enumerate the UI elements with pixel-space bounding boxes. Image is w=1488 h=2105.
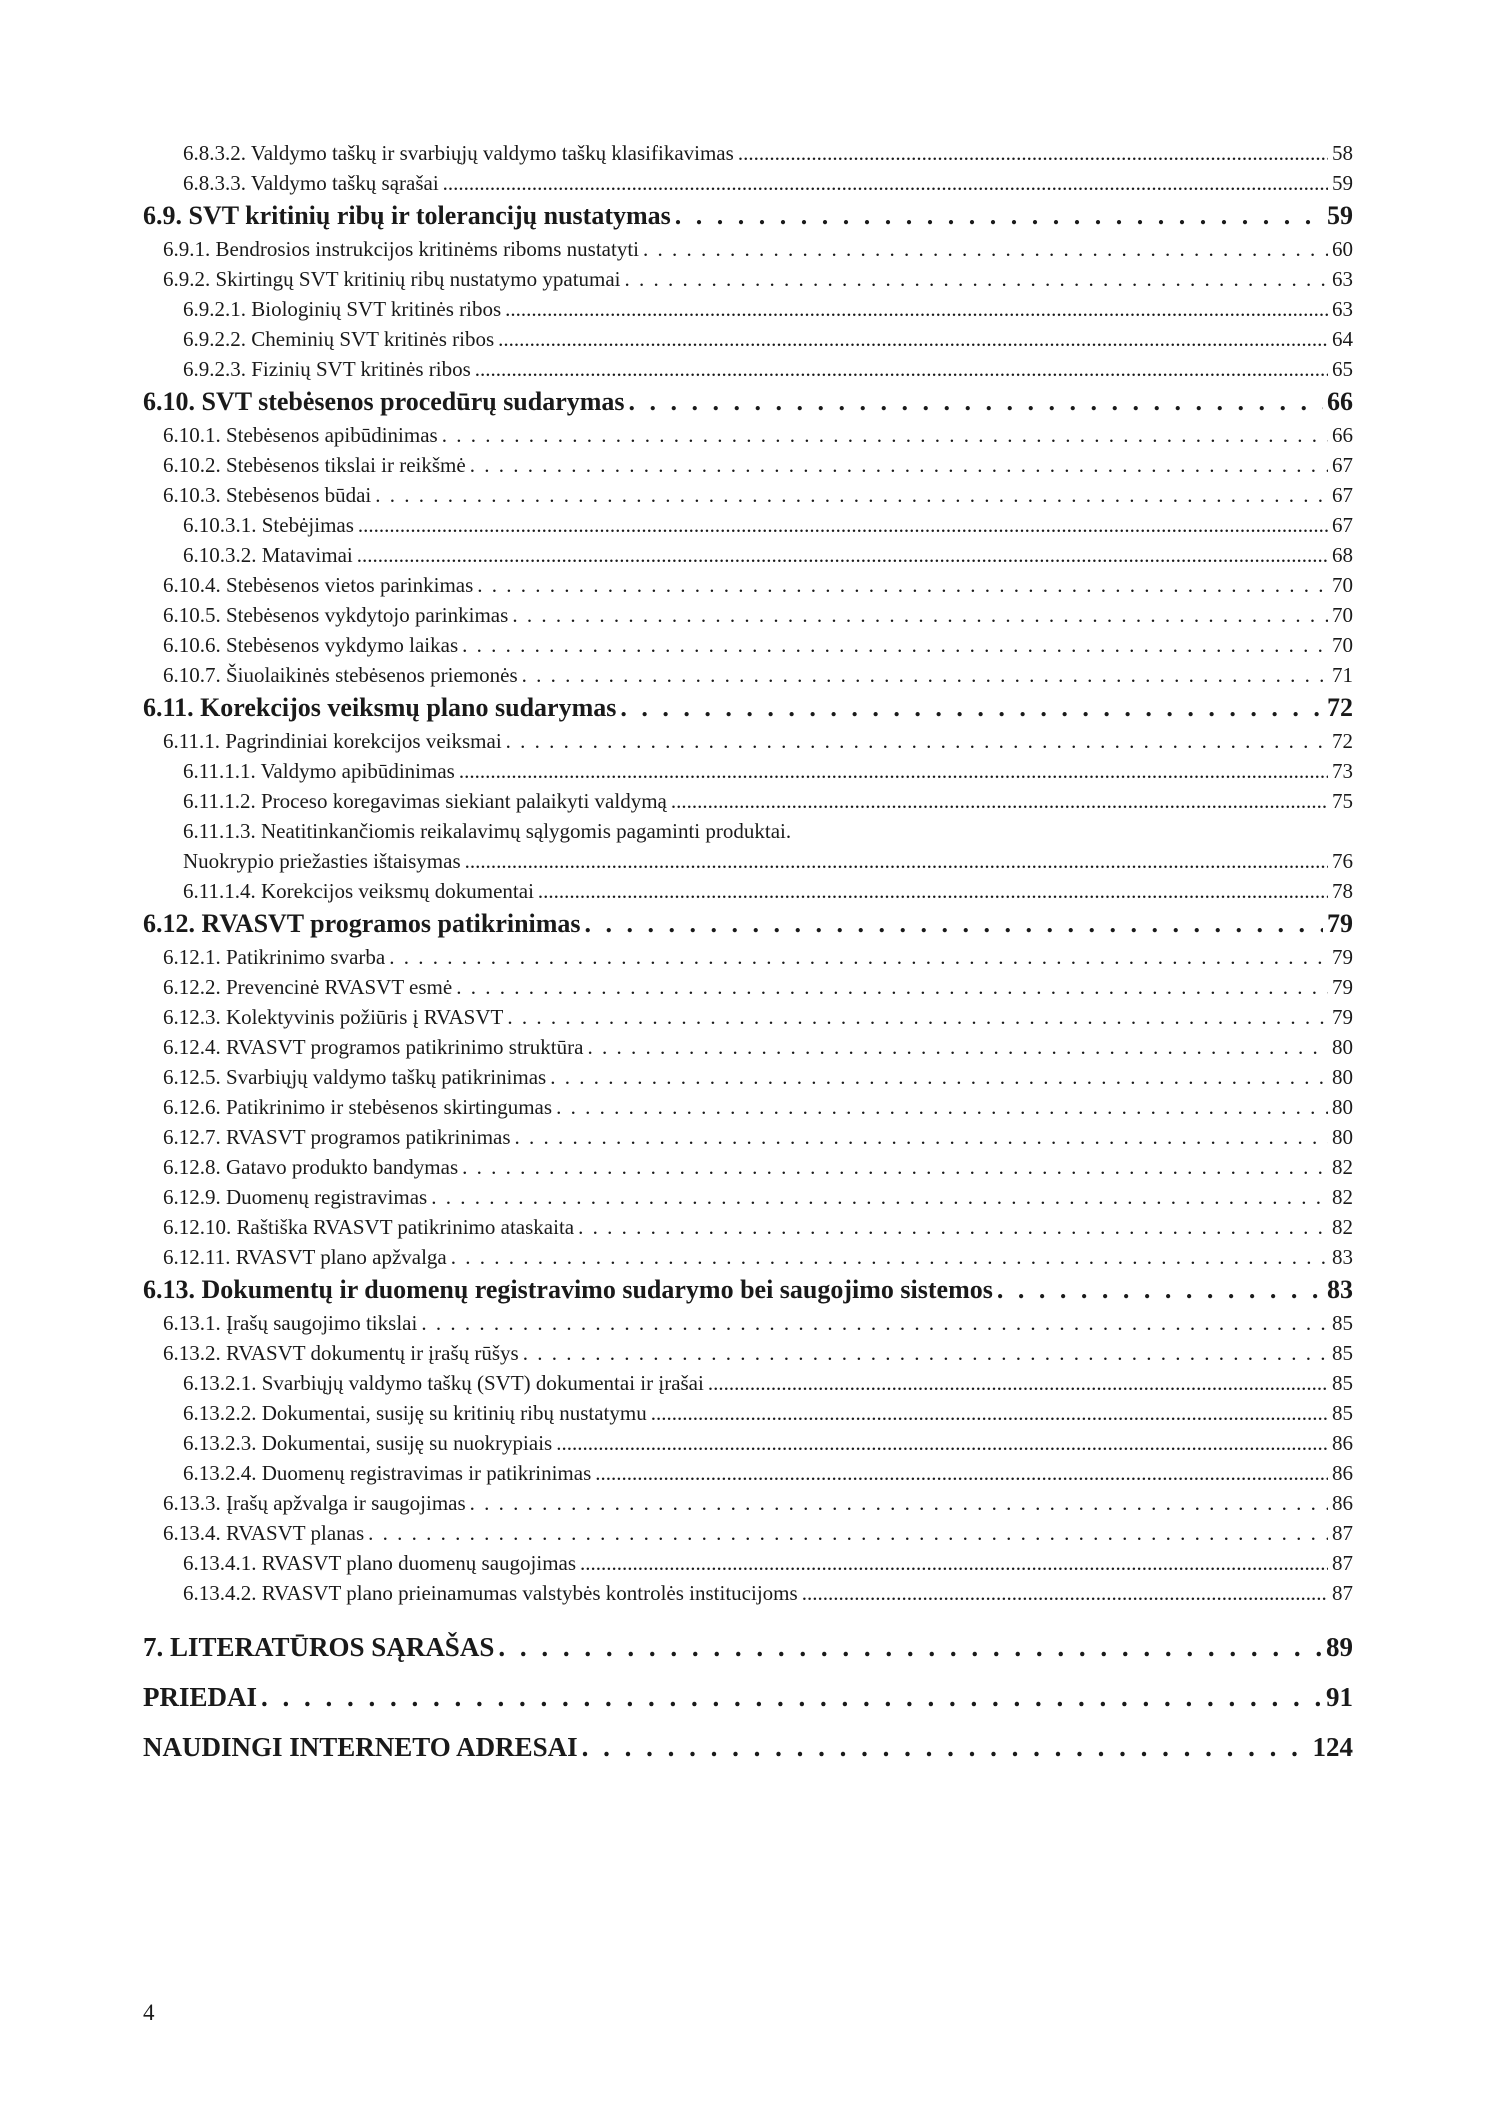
toc-entry[interactable]	[143, 972, 1353, 1002]
toc-entry-page: 70	[1332, 603, 1353, 627]
toc-entry[interactable]	[143, 168, 1353, 198]
toc-entry[interactable]	[143, 876, 1353, 906]
dot-leader	[368, 1518, 1328, 1548]
toc-entry-title: 6.11.1.4. Korekcijos veiksmų dokumentai	[183, 879, 534, 903]
toc-entry-title: 6.9. SVT kritinių ribų ir tolerancijų nustatymas	[143, 201, 671, 230]
toc-entry[interactable]	[143, 1212, 1353, 1242]
toc-entry-title: 6.10. SVT stebėsenos procedūrų sudarymas	[143, 387, 625, 416]
dot-leader	[462, 630, 1328, 660]
toc-entry-page: 73	[1332, 759, 1353, 783]
toc-entry[interactable]	[143, 1032, 1353, 1062]
toc-entry-page: 85	[1332, 1311, 1353, 1335]
toc-chapter-entry[interactable]	[143, 1722, 1353, 1772]
dot-leader	[580, 1548, 1328, 1578]
toc-entry-title: 6.10.1. Stebėsenos apibūdinimas	[163, 423, 438, 447]
toc-entry-title: 6.10.6. Stebėsenos vykdymo laikas	[163, 633, 459, 657]
toc-entry[interactable]	[143, 234, 1353, 264]
toc-entry-title: 7. LITERATŪROS SĄRAŠAS	[143, 1632, 495, 1662]
toc-entry-title: 6.13.3. Įrašų apžvalga ir saugojimas	[163, 1491, 466, 1515]
toc-entry-title: 6.12.11. RVASVT plano apžvalga	[163, 1245, 447, 1269]
dot-leader	[522, 660, 1328, 690]
toc-entry-page: 70	[1332, 633, 1353, 657]
toc-entry[interactable]	[143, 480, 1353, 510]
toc-entry-page: 85	[1332, 1371, 1353, 1395]
toc-chapter-entry[interactable]	[143, 1672, 1353, 1722]
toc-entry-page: 59	[1332, 171, 1353, 195]
toc-entry-title: 6.11.1. Pagrindiniai korekcijos veiksmai	[163, 729, 502, 753]
toc-entry[interactable]	[143, 1398, 1353, 1428]
toc-entry-page: 87	[1332, 1521, 1353, 1545]
toc-entry-title: 6.13.1. Įrašų saugojimo tikslai	[163, 1311, 418, 1335]
toc-entry-page: 89	[1326, 1632, 1353, 1662]
dot-leader	[421, 1308, 1328, 1338]
toc-entry-title: 6.10.2. Stebėsenos tikslai ir reikšmė	[163, 453, 466, 477]
toc-entry[interactable]	[143, 1152, 1353, 1182]
toc-entry-page: 79	[1332, 1005, 1353, 1029]
toc-entry-page: 87	[1332, 1551, 1353, 1575]
dot-leader	[358, 510, 1328, 540]
toc-entry-page: 72	[1327, 693, 1353, 722]
page-number: 4	[143, 2000, 155, 2025]
dot-leader	[523, 1338, 1328, 1368]
toc-entry-page: 78	[1332, 879, 1353, 903]
dot-leader	[515, 1122, 1328, 1152]
toc-entry-page: 64	[1332, 327, 1353, 351]
dot-leader	[595, 1458, 1328, 1488]
toc-entry-page: 66	[1332, 423, 1353, 447]
toc-entry[interactable]	[143, 1368, 1353, 1398]
toc-entry[interactable]	[143, 726, 1353, 756]
toc-entry-page: 85	[1332, 1401, 1353, 1425]
toc-entry[interactable]	[143, 324, 1353, 354]
toc-entry-title: 6.13. Dokumentų ir duomenų registravimo sudarymo bei saugojimo sistemos	[143, 1275, 993, 1304]
toc-entry-text: 6.11.1.3. Neatitinkančiomis reikalavimų sąlygomis pagaminti produktai.	[183, 819, 792, 843]
dot-leader	[462, 1152, 1328, 1182]
toc-entry-page: 124	[1312, 1732, 1353, 1762]
toc-entry-page: 76	[1332, 849, 1353, 873]
toc-entry-page: 85	[1332, 1341, 1353, 1365]
dot-leader	[456, 972, 1328, 1002]
toc-entry-title: 6.11.1.2. Proceso koregavimas siekiant palaikyti valdymą	[183, 789, 667, 813]
toc-section-entry[interactable]	[143, 690, 1353, 726]
toc-entry[interactable]	[143, 354, 1353, 384]
dot-leader	[997, 1272, 1323, 1308]
dot-leader	[643, 234, 1328, 264]
dot-leader	[651, 1398, 1328, 1428]
toc-entry[interactable]	[143, 1002, 1353, 1032]
toc-entry-title: 6.11.1.1. Valdymo apibūdinimas	[183, 759, 455, 783]
toc-entry-title: 6.10.3.1. Stebėjimas	[183, 513, 354, 537]
toc-section-entry[interactable]	[143, 1272, 1353, 1308]
toc-entry[interactable]	[143, 1338, 1353, 1368]
toc-entry-title: 6.10.3. Stebėsenos būdai	[163, 483, 372, 507]
toc-section-entry[interactable]	[143, 384, 1353, 420]
toc-entry-page: 83	[1327, 1275, 1353, 1304]
toc-entry[interactable]	[143, 540, 1353, 570]
dot-leader	[802, 1578, 1328, 1608]
toc-entry[interactable]	[143, 756, 1353, 786]
toc-entry[interactable]	[143, 846, 1353, 876]
toc-entry-title: 6.9.2.2. Cheminių SVT kritinės ribos	[183, 327, 495, 351]
dot-leader	[375, 480, 1328, 510]
toc-entry-page: 67	[1332, 483, 1353, 507]
toc-entry[interactable]	[143, 1578, 1353, 1608]
toc-entry-title: 6.13.2.2. Dokumentai, susiję su kritinių ribų nustatymu	[183, 1401, 647, 1425]
toc-section-entry[interactable]	[143, 906, 1353, 942]
dot-leader	[505, 294, 1328, 324]
toc-entry[interactable]	[143, 1518, 1353, 1548]
dot-leader	[442, 420, 1328, 450]
dot-leader	[738, 138, 1328, 168]
toc-entry-title: 6.12.3. Kolektyvinis požiūris į RVASVT	[163, 1005, 504, 1029]
toc-entry-page: 79	[1327, 909, 1353, 938]
toc-entry-title: 6.12.9. Duomenų registravimas	[163, 1185, 428, 1209]
toc-entry-title: 6.12. RVASVT programos patikrinimas	[143, 909, 581, 938]
dot-leader	[585, 906, 1323, 942]
dot-leader	[470, 450, 1328, 480]
toc-entry[interactable]	[143, 630, 1353, 660]
dot-leader	[459, 756, 1328, 786]
toc-entry[interactable]	[143, 660, 1353, 690]
toc-entry-page: 63	[1332, 267, 1353, 291]
toc-entry-title: 6.13.2. RVASVT dokumentų ir įrašų rūšys	[163, 1341, 519, 1365]
dot-leader	[625, 264, 1328, 294]
toc-entry-page: 80	[1332, 1065, 1353, 1089]
toc-entry[interactable]	[143, 1242, 1353, 1272]
dot-leader	[582, 1722, 1309, 1772]
toc-entry-page: 79	[1332, 945, 1353, 969]
dot-leader	[451, 1242, 1328, 1272]
dot-leader	[506, 726, 1328, 756]
toc-entry-page: 75	[1332, 789, 1353, 813]
toc-entry-page: 82	[1332, 1185, 1353, 1209]
toc-entry-title: 6.12.2. Prevencinė RVASVT esmė	[163, 975, 453, 999]
dot-leader	[477, 570, 1328, 600]
toc-entry-title: 6.13.4. RVASVT planas	[163, 1521, 365, 1545]
dot-leader	[431, 1182, 1328, 1212]
dot-leader	[475, 354, 1328, 384]
toc-entry-title: 6.13.2.4. Duomenų registravimas ir patikrinimas	[183, 1461, 592, 1485]
dot-leader	[357, 540, 1328, 570]
toc-entry-title: 6.9.2.1. Biologinių SVT kritinės ribos	[183, 297, 502, 321]
toc-entry-page: 91	[1326, 1682, 1353, 1712]
toc-entry-page: 86	[1332, 1461, 1353, 1485]
toc-entry-page: 70	[1332, 573, 1353, 597]
dot-leader	[675, 198, 1323, 234]
toc-entry-title: 6.8.3.3. Valdymo taškų sąrašai	[183, 171, 439, 195]
toc-entry-page: 59	[1327, 201, 1353, 230]
dot-leader	[671, 786, 1328, 816]
toc-entry-page: 58	[1332, 141, 1353, 165]
dot-leader	[587, 1032, 1328, 1062]
toc-entry-title: 6.10.5. Stebėsenos vykdytojo parinkimas	[163, 603, 509, 627]
dot-leader	[708, 1368, 1328, 1398]
toc-entry-page: 83	[1332, 1245, 1353, 1269]
dot-leader	[507, 1002, 1328, 1032]
toc-entry[interactable]	[143, 1308, 1353, 1338]
dot-leader	[556, 1428, 1328, 1458]
toc-entry[interactable]	[143, 1092, 1353, 1122]
toc-entry-page: 71	[1332, 663, 1353, 687]
toc-entry[interactable]	[143, 420, 1353, 450]
toc-entry-title: NAUDINGI INTERNETO ADRESAI	[143, 1732, 578, 1762]
dot-leader	[578, 1212, 1328, 1242]
toc-entry[interactable]	[143, 1062, 1353, 1092]
toc-entry-title: 6.9.2. Skirtingų SVT kritinių ribų nustatymo ypatumai	[163, 267, 621, 291]
dot-leader	[498, 324, 1328, 354]
toc-entry-title: 6.12.5. Svarbiųjų valdymo taškų patikrinimas	[163, 1065, 547, 1089]
toc-entry-page: 86	[1332, 1431, 1353, 1455]
toc-entry-page: 80	[1332, 1035, 1353, 1059]
toc-entry-title: 6.13.2.3. Dokumentai, susiję su nuokrypiais	[183, 1431, 553, 1455]
toc-entry-title: 6.12.7. RVASVT programos patikrinimas	[163, 1125, 511, 1149]
toc-entry[interactable]	[143, 1488, 1353, 1518]
toc-entry-title: 6.9.2.3. Fizinių SVT kritinės ribos	[183, 357, 471, 381]
toc-entry-title: 6.12.4. RVASVT programos patikrinimo struktūra	[163, 1035, 584, 1059]
toc-entry[interactable]	[143, 570, 1353, 600]
toc-entry-page: 68	[1332, 543, 1353, 567]
toc-entry[interactable]	[143, 786, 1353, 816]
toc-entry[interactable]	[143, 1122, 1353, 1152]
toc-entry-title: 6.13.4.2. RVASVT plano prieinamumas valstybės kontrolės institucijoms	[183, 1581, 798, 1605]
toc-entry-title: 6.10.3.2. Matavimai	[183, 543, 353, 567]
toc-entry-title: Nuokrypio priežasties ištaisymas	[183, 849, 461, 873]
dot-leader	[556, 1092, 1328, 1122]
dot-leader	[620, 690, 1323, 726]
toc-entry[interactable]	[143, 1548, 1353, 1578]
toc-entry-page: 82	[1332, 1155, 1353, 1179]
toc-entry-title: 6.10.7. Šiuolaikinės stebėsenos priemonės	[163, 663, 518, 687]
toc-entry[interactable]	[143, 450, 1353, 480]
toc-entry[interactable]	[143, 1458, 1353, 1488]
toc-entry-title: 6.11. Korekcijos veiksmų plano sudarymas	[143, 693, 617, 722]
toc-entry-page: 80	[1332, 1095, 1353, 1119]
dot-leader	[389, 942, 1328, 972]
toc-entry[interactable]	[143, 510, 1353, 540]
toc-entry-page: 65	[1332, 357, 1353, 381]
toc-entry-page: 67	[1332, 453, 1353, 477]
toc-chapter-entry[interactable]	[143, 1622, 1353, 1672]
toc-entry-title: 6.12.6. Patikrinimo ir stebėsenos skirtingumas	[163, 1095, 553, 1119]
toc-entry-page: 66	[1327, 387, 1353, 416]
dot-leader	[538, 876, 1328, 906]
toc-entry-title: 6.13.4.1. RVASVT plano duomenų saugojimas	[183, 1551, 577, 1575]
toc-entry-page: 80	[1332, 1125, 1353, 1149]
toc-entry[interactable]	[143, 1428, 1353, 1458]
dot-leader	[465, 846, 1328, 876]
toc-entry-title: 6.12.10. Raštiška RVASVT patikrinimo ataskaita	[163, 1215, 575, 1239]
toc-entry-page: 86	[1332, 1491, 1353, 1515]
toc-entry-page: 87	[1332, 1581, 1353, 1605]
toc-entry-title: 6.9.1. Bendrosios instrukcijos kritinėms riboms nustatyti	[163, 237, 639, 261]
toc-entry-page: 82	[1332, 1215, 1353, 1239]
dot-leader	[512, 600, 1328, 630]
toc-entry-page: 60	[1332, 237, 1353, 261]
toc-entry-page: 72	[1332, 729, 1353, 753]
dot-leader	[261, 1672, 1322, 1722]
dot-leader	[550, 1062, 1328, 1092]
toc-entry-title: 6.12.8. Gatavo produkto bandymas	[163, 1155, 459, 1179]
toc-entry-title: 6.12.1. Patikrinimo svarba	[163, 945, 386, 969]
toc-entry-page: 63	[1332, 297, 1353, 321]
toc-entry[interactable]	[143, 600, 1353, 630]
toc-entry[interactable]	[143, 942, 1353, 972]
dot-leader	[443, 168, 1328, 198]
toc-entry-title: 6.10.4. Stebėsenos vietos parinkimas	[163, 573, 474, 597]
toc-entry[interactable]	[143, 264, 1353, 294]
table-of-contents	[143, 138, 1353, 1772]
dot-leader	[470, 1488, 1328, 1518]
toc-entry-title: PRIEDAI	[143, 1682, 258, 1712]
toc-entry-page: 79	[1332, 975, 1353, 999]
toc-entry-page: 67	[1332, 513, 1353, 537]
dot-leader	[498, 1622, 1322, 1672]
toc-entry[interactable]	[143, 294, 1353, 324]
toc-entry[interactable]	[143, 1182, 1353, 1212]
dot-leader	[629, 384, 1323, 420]
toc-entry-title: 6.13.2.1. Svarbiųjų valdymo taškų (SVT) dokumentai ir įrašai	[183, 1371, 704, 1395]
toc-entry[interactable]	[143, 138, 1353, 168]
toc-entry-title: 6.8.3.2. Valdymo taškų ir svarbiųjų valdymo taškų klasifikavimas	[183, 141, 734, 165]
toc-section-entry[interactable]	[143, 198, 1353, 234]
